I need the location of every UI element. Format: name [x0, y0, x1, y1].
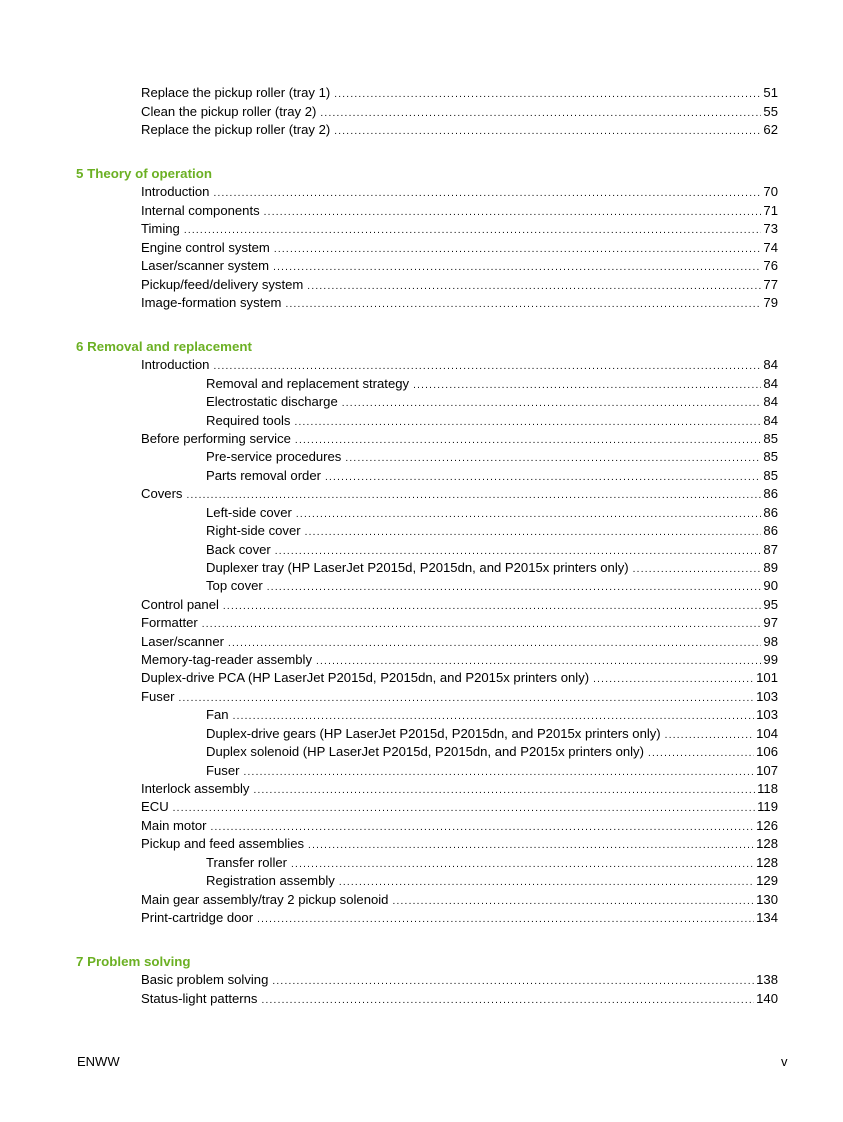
toc-entry-label: Required tools	[206, 413, 291, 428]
toc-entry-page: 103	[756, 707, 778, 722]
toc-entry-label: Right-side cover	[206, 523, 301, 538]
toc-entry-page: 74	[763, 240, 778, 255]
toc-subentry[interactable]	[206, 743, 778, 761]
chapter-heading-5[interactable]: 5 Theory of operation	[76, 166, 212, 181]
toc-subentry[interactable]	[206, 467, 778, 485]
toc-subentry[interactable]	[206, 725, 778, 743]
toc-entry[interactable]	[141, 835, 778, 853]
toc-entry-page: 101	[756, 670, 778, 685]
dot-leader	[267, 579, 762, 597]
toc-entry[interactable]	[141, 651, 778, 669]
toc-entry-label: Duplex-drive PCA (HP LaserJet P2015d, P2015dn, and P2015x printers only)	[141, 670, 590, 685]
toc-subentry[interactable]	[206, 504, 778, 522]
toc-entry-label: Pickup/feed/delivery system	[141, 277, 304, 292]
toc-entry-page: 86	[763, 523, 778, 538]
toc-entry[interactable]	[141, 103, 778, 121]
toc-entry-page: 129	[756, 873, 778, 888]
toc-entry-label: Timing	[141, 221, 180, 236]
toc-entry[interactable]	[141, 990, 778, 1008]
toc-entry-label: Duplex-drive gears (HP LaserJet P2015d, P2015dn, and P2015x printers only)	[206, 726, 661, 741]
toc-entry-page: 107	[756, 763, 778, 778]
toc-entry-page: 138	[756, 972, 778, 987]
toc-entry-label: Clean the pickup roller (tray 2)	[141, 104, 317, 119]
toc-entry-page: 86	[763, 505, 778, 520]
toc-entry-label: Duplex solenoid (HP LaserJet P2015d, P2015dn, and P2015x printers only)	[206, 744, 644, 759]
toc-entry-page: 73	[763, 221, 778, 236]
toc-entry[interactable]	[141, 239, 778, 257]
toc-entry-page: 89	[763, 560, 778, 575]
toc-entry[interactable]	[141, 971, 778, 989]
toc-entry-label: Laser/scanner system	[141, 258, 270, 273]
dot-leader	[272, 973, 754, 991]
toc-entry-label: Covers	[141, 486, 183, 501]
toc-entry[interactable]	[141, 891, 778, 909]
toc-entry-page: 85	[763, 449, 778, 464]
toc-subentry[interactable]	[206, 762, 778, 780]
toc-entry-page: 77	[763, 277, 778, 292]
toc-entry[interactable]	[141, 614, 778, 632]
toc-entry[interactable]	[141, 202, 778, 220]
toc-entry-page: 99	[763, 652, 778, 667]
dot-leader	[233, 708, 755, 726]
toc-entry-label: Print-cartridge door	[141, 910, 254, 925]
toc-subentry[interactable]	[206, 872, 778, 890]
toc-entry-label: Transfer roller	[206, 855, 288, 870]
dot-leader	[285, 296, 761, 314]
dot-leader	[261, 992, 754, 1010]
toc-subentry[interactable]	[206, 577, 778, 595]
footer-document-code: ENWW	[77, 1054, 120, 1069]
toc-entry[interactable]	[141, 485, 778, 503]
toc-entry-page: 87	[763, 542, 778, 557]
toc-entry-label: Pickup and feed assemblies	[141, 836, 305, 851]
toc-entry-label: Main motor	[141, 818, 207, 833]
dot-leader	[257, 911, 754, 929]
toc-entry[interactable]	[141, 294, 778, 312]
toc-entry-label: Control panel	[141, 597, 219, 612]
toc-entry-page: 104	[756, 726, 778, 741]
toc-entry-page: 84	[763, 357, 778, 372]
toc-entry-page: 128	[756, 855, 778, 870]
dot-leader	[305, 524, 762, 542]
toc-entry-page: 55	[763, 104, 778, 119]
toc-entry-label: Pre-service procedures	[206, 449, 342, 464]
toc-entry[interactable]	[141, 909, 778, 927]
toc-entry-label: Left-side cover	[206, 505, 292, 520]
toc-entry-page: 134	[756, 910, 778, 925]
toc-entry-page: 84	[763, 413, 778, 428]
toc-entry-label: Formatter	[141, 615, 198, 630]
toc-entry-page: 86	[763, 486, 778, 501]
toc-entry-page: 90	[763, 578, 778, 593]
dot-leader	[339, 874, 754, 892]
chapter-heading-7[interactable]: 7 Problem solving	[76, 954, 191, 969]
toc-entry-page: 85	[763, 468, 778, 483]
toc-entry-label: Introduction	[141, 184, 210, 199]
toc-subentry[interactable]	[206, 559, 778, 577]
toc-entry-label: Before performing service	[141, 431, 291, 446]
toc-entry-page: 140	[756, 991, 778, 1006]
toc-entry-label: ECU	[141, 799, 169, 814]
toc-entry-page: 126	[756, 818, 778, 833]
toc-entry[interactable]	[141, 121, 778, 139]
toc-entry-label: Fuser	[206, 763, 240, 778]
toc-entry[interactable]	[141, 183, 778, 201]
toc-subentry[interactable]	[206, 706, 778, 724]
dot-leader	[345, 450, 761, 468]
toc-entry-label: Removal and replacement strategy	[206, 376, 410, 391]
toc-entry[interactable]	[141, 276, 778, 294]
toc-entry-label: Engine control system	[141, 240, 270, 255]
toc-entry-label: Introduction	[141, 357, 210, 372]
toc-entry-label: Interlock assembly	[141, 781, 250, 796]
toc-entry[interactable]	[141, 817, 778, 835]
toc-subentry[interactable]	[206, 393, 778, 411]
toc-entry-label: Fuser	[141, 689, 175, 704]
toc-entry-page: 70	[763, 184, 778, 199]
toc-entry-page: 71	[763, 203, 778, 218]
toc-entry-page: 106	[756, 744, 778, 759]
toc-entry-label: Status-light patterns	[141, 991, 258, 1006]
toc-entry[interactable]	[141, 220, 778, 238]
toc-entry-label: Duplexer tray (HP LaserJet P2015d, P2015dn, and P2015x printers only)	[206, 560, 629, 575]
toc-subentry[interactable]	[206, 412, 778, 430]
toc-entry-page: 84	[763, 394, 778, 409]
toc-entry-page: 97	[763, 615, 778, 630]
toc-entry-label: Image-formation system	[141, 295, 282, 310]
dot-leader	[308, 837, 754, 855]
toc-subentry[interactable]	[206, 522, 778, 540]
toc-entry-page: 79	[763, 295, 778, 310]
toc-entry-page: 85	[763, 431, 778, 446]
toc-entry-label: Memory-tag-reader assembly	[141, 652, 312, 667]
toc-entry-label: Back cover	[206, 542, 271, 557]
chapter-heading-6[interactable]: 6 Removal and replacement	[76, 339, 252, 354]
toc-entry-label: Basic problem solving	[141, 972, 269, 987]
dot-leader	[334, 123, 761, 141]
toc-entry-label: Registration assembly	[206, 873, 335, 888]
toc-entry-label: Replace the pickup roller (tray 1)	[141, 85, 331, 100]
toc-entry[interactable]	[141, 84, 778, 102]
toc-entry[interactable]	[141, 688, 778, 706]
dot-leader	[342, 395, 762, 413]
toc-entry-page: 128	[756, 836, 778, 851]
toc-entry[interactable]	[141, 257, 778, 275]
toc-entry[interactable]	[141, 780, 778, 798]
toc-entry[interactable]	[141, 798, 778, 816]
toc-entry-page: 98	[763, 634, 778, 649]
toc-entry[interactable]	[141, 633, 778, 651]
footer-page-number: v	[781, 1054, 788, 1069]
toc-subentry[interactable]	[206, 375, 778, 393]
toc-subentry[interactable]	[206, 541, 778, 559]
dot-leader	[186, 487, 761, 505]
toc-entry-label: Parts removal order	[206, 468, 321, 483]
toc-entry-page: 130	[756, 892, 778, 907]
toc-entry-page: 62	[763, 122, 778, 137]
toc-entry-label: Top cover	[206, 578, 263, 593]
toc-entry[interactable]	[141, 596, 778, 614]
toc-entry-page: 76	[763, 258, 778, 273]
dot-leader	[184, 222, 762, 240]
toc-subentry[interactable]	[206, 854, 778, 872]
toc-entry-label: Fan	[206, 707, 229, 722]
toc-entry-label: Replace the pickup roller (tray 2)	[141, 122, 331, 137]
dot-leader	[593, 671, 754, 689]
dot-leader	[273, 259, 761, 277]
toc-entry-label: Main gear assembly/tray 2 pickup solenoid	[141, 892, 389, 907]
dot-leader	[173, 800, 755, 818]
toc-subentry[interactable]	[206, 448, 778, 466]
toc-entry-page: 84	[763, 376, 778, 391]
dot-leader	[213, 358, 761, 376]
dot-leader	[213, 185, 761, 203]
toc-entry-label: Internal components	[141, 203, 260, 218]
toc-entry[interactable]	[141, 669, 778, 687]
dot-leader	[202, 616, 762, 634]
dot-leader	[648, 745, 754, 763]
toc-entry-page: 95	[763, 597, 778, 612]
toc-entry-page: 118	[757, 781, 778, 796]
toc-entry-label: Electrostatic discharge	[206, 394, 338, 409]
toc-entry-page: 103	[756, 689, 778, 704]
toc-entry[interactable]	[141, 356, 778, 374]
dot-leader	[334, 86, 761, 104]
toc-entry[interactable]	[141, 430, 778, 448]
toc-entry-page: 51	[763, 85, 778, 100]
toc-entry-label: Laser/scanner	[141, 634, 224, 649]
toc-entry-page: 119	[757, 799, 778, 814]
